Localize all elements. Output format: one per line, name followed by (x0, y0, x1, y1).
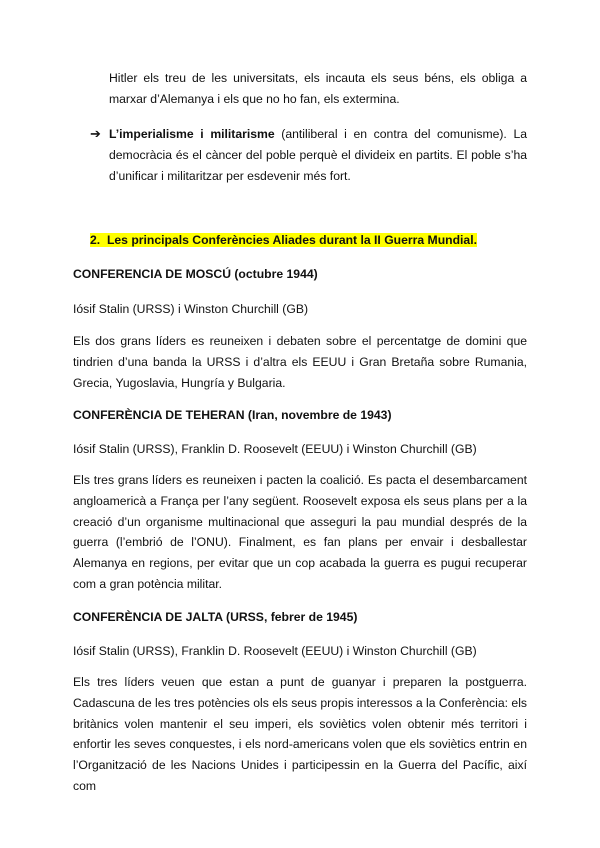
body-teheran: Els tres grans líders es reuneixen i pacten la coalició. Es pacta el desembarcament angloamericà a França per l’any següent. Roosevelt exposa els seus plans per a la creació d’un organisme multinacional que asseguri la pau mundial després de la guerra (l’embrió de l’ONU). Finalment, es fan plans per envair i desballestar Alemanya en regions, per evitar que un cop acabada la guerra es pugui recuperar com a gran potència militar. (73, 473, 527, 591)
conference-title-teheran: CONFERÈNCIA DE TEHERAN (Iran, novembre de 1943) (73, 408, 392, 422)
section-heading (90, 231, 477, 249)
arrow-bullet-icon: ➔ (90, 126, 101, 141)
bullet-bold-term: L’imperialisme i militarisme (109, 127, 275, 141)
section-number: 2. (90, 233, 101, 247)
imperialism-bullet-paragraph (109, 124, 527, 186)
conference-title-jalta: CONFERÈNCIA DE JALTA (URSS, febrer de 1945) (73, 610, 358, 624)
body-jalta: Els tres líders veuen que estan a punt de guanyar i preparen la postguerra. Cadascuna de les tres potències ols els seus propis interessos a la Conferència: els britànics volen mantenir el seu imperi, els soviètics volen obtenir més territori i enfortir les seves conquestes, i els nord-americans volen que els soviètics entrin en l’Organització de les Nacions Unides i participessin en la Guerra del Pacífic, així com (73, 675, 527, 793)
intro-continuation-paragraph: Hitler els treu de les universitats, els incauta els seus béns, els obliga a marxar d’Alemanya i els que no ho fan, els extermina. (109, 71, 527, 106)
bullet-text: (antiliberal i en contra del comunisme). La democràcia és el càncer del poble perquè el divideix en partits. El poble s’ha d’unificar i militaritzar per esdevenir més fort. (109, 127, 528, 183)
section-title: Les principals Conferències Aliades durant la II Guerra Mundial. (106, 233, 477, 247)
participants-jalta: Iósif Stalin (URSS), Franklin D. Roosevelt (EEUU) i Winston Churchill (GB) (73, 644, 477, 658)
participants-moscow: Iósif Stalin (URSS) i Winston Churchill (GB) (73, 302, 309, 316)
participants-teheran: Iósif Stalin (URSS), Franklin D. Roosevelt (EEUU) i Winston Churchill (GB) (73, 442, 477, 456)
conference-title-moscow: CONFERENCIA DE MOSCÚ (octubre 1944) (73, 267, 318, 281)
body-moscow: Els dos grans líders es reuneixen i debaten sobre el percentatge de domini que tindrien d’una banda la URSS i d’altra els EEUU i Gran Bretaña sobre Rumania, Grecia, Yugoslavia, Hungría y Bulgaria. (73, 334, 527, 390)
